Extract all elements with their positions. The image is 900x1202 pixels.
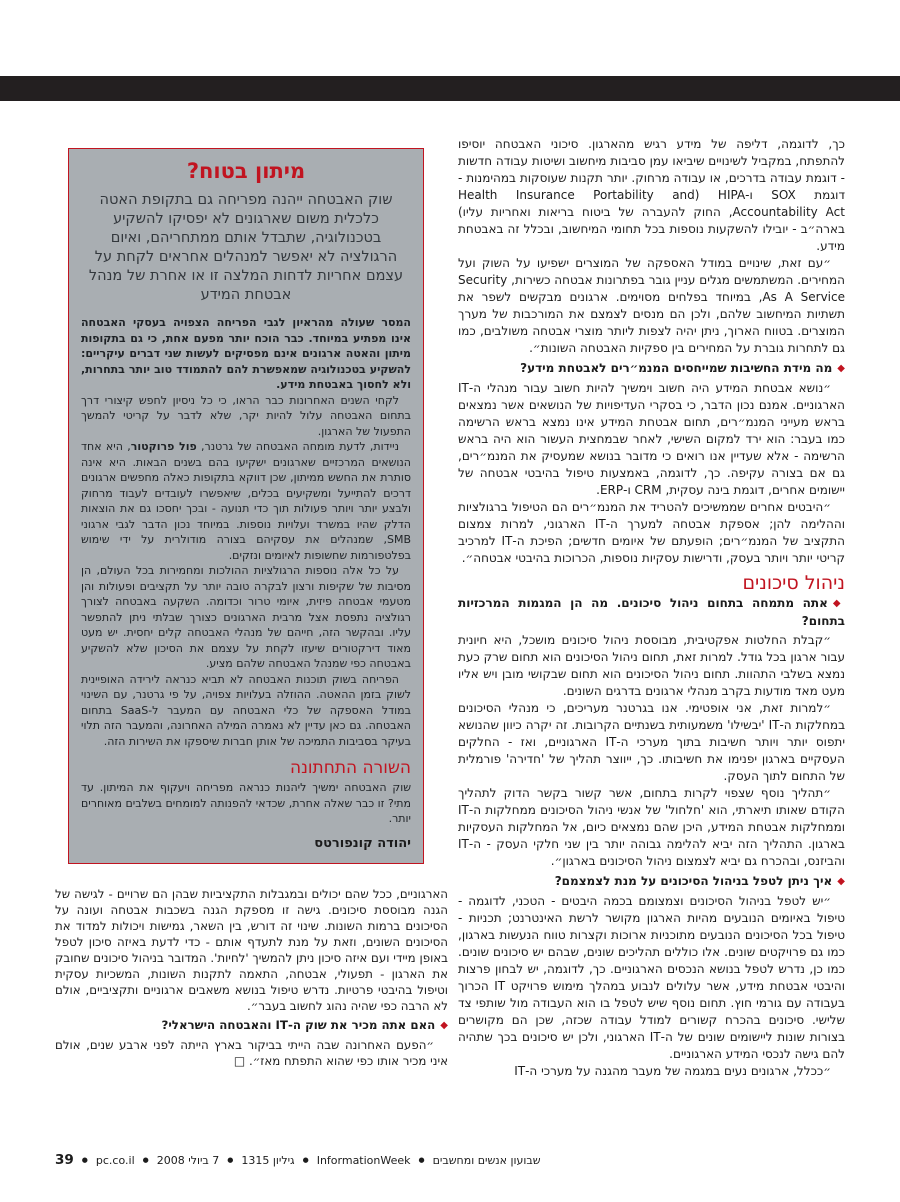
question-text: אתה מתמחה בתחום ניהול סיכונים. מה הן המגמות המרכזיות בתחום? [458, 596, 845, 628]
footer-publication-name: שבועון אנשים ומחשבים [432, 1153, 541, 1167]
bullet-separator-icon: ● [81, 1156, 88, 1164]
sidebar-box-closing-paragraph: שוק האבטחה ימשיך ליהנות כנראה מפריחה ויעקוף את המיתון. עד מתי? זו כבר שאלה אחרת, שכדאי להפנותה למומחים בשלבים מאוחרים יותר. [81, 781, 411, 825]
paragraph: ״תהליך נוסף שצפוי לקרות בתחום, אשר קשור בקשר הדוק לתהליך הקודם שאותו תיארתי, הוא 'חלחול' של אנשי ניהול הסיכונים ממחלקות ה-IT וממחלקות אבטחת המידע, היכן שהם נמצאים כיום, אל המחלקות העסקיות בארגון. התהליך הזה יביא להלימה גבוהה יותר בין שני חלקי העסק - ה-IT והביזנס, ובהכרח גם יביא לצמצום ניהול הסיכונים בארגון״. [458, 786, 845, 868]
page-number: 39 [55, 1152, 74, 1168]
paragraph-text: ניידות, לדעת מומחה האבטחה של גרטנר, [196, 440, 399, 453]
bullet-separator-icon: ● [418, 1156, 425, 1164]
paragraph-text: , היא אחד הנושאים המרכזיים שארגונים ישקיעו בהם בשנים הבאות. היא אינה סותרת את החשש ממיתון, שכן דווקא בתקופות כאלה מחפשים ארגונים דרכים להתייעל ומשקיעים בכלים, שיאפשרו לעובדים לעבוד מרחוק ולבצע יותר ויותר פעולות תוך כדי תנועה - ובכך יחסכו גם את הוצאות הדלק שהיו במשרד ועלויות נוספות. במיוחד נכון הדבר לגבי ארגוני SMB, שמנהלים את עסקיהם בצורה מודולרית על ידי שימוש בפלטפורמות שחשופות לאיומים ונזקים. [81, 440, 411, 562]
page-footer [55, 1152, 541, 1168]
question-text: מה מידת החשיבות שמייחסים המנמ״רים לאבטחת מידע? [520, 361, 833, 375]
paragraph: ״היבטים אחרים שממשיכים להטריד את המנמ״רים הם הטיפול ברגולציות וההלימה להן; אספקת אבטחה למערך ה-IT הארגוני, למרות צמצום התקציב של המנמ״רים; הופעתם של איומים חדשים; הפיכת ה-IT למרכיב קריטי יותר ויותר בעסק, ודרישות עסקיות נוספות, הכרוכות בהיבטי אבטחה״. [458, 500, 845, 565]
paragraph: ״למרות זאת, אני אופטימי. אנו בגרטנר מעריכים, כי מנהלי הסיכונים במחלקות ה-IT 'יבשילו' משמעותית בשנתיים הקרובות. זה יקרה כיוון שהנושא יתפוס יותר ויותר חשיבות בתוך מערכי ה-IT הארגוניים, ואז - החלקים העסקיים בארגון יפנימו את חשיבותו. כך, ייווצר תהליך של 'חדירה' פורמלית של התחום לתוך העסק. [458, 701, 846, 783]
diamond-bullet-icon: ◆ [832, 598, 845, 609]
paragraph: כך, לדוגמה, דליפה של מידע רגיש מהארגון. סיכוני האבטחה יוסיפו להתפתח, במקביל לשינויים שיביאו עמן סביבות מיחשוב ושיטות עבודה חדשות - דוגמת עבודה בדרכים, או עבודה מרחוק. יותר תקנות שעוסקות במהימנות - דוגמת SOX ו-HIPA (Health Insurance Portability and Accountability Act, החוק להעברה של ביטוח בריאות ואחריות עליו) בארה״ב - יובילו להשקעות נוספות בכל תחומי המיחשוב, ובכלל זה באבטחת מידע. [458, 137, 846, 253]
section-heading-risk-management: ניהול סיכונים [742, 572, 845, 594]
answer-text: ״הפעם האחרונה שבה הייתי בביקור בארץ הייתה לפני ארבע שנים, אולם איני מכיר אותו כפי שהוא התפתח מאז״. [55, 1037, 448, 1068]
left-column [55, 148, 448, 1069]
footer-issue-number: גיליון 1315 [241, 1153, 295, 1167]
bullet-separator-icon: ● [227, 1156, 234, 1164]
paragraph: ״ככלל, ארגונים נעים במגמה של מעבר מהגנה על מערכי ה-IT [514, 1064, 831, 1078]
end-of-article-icon: □ [233, 1053, 246, 1068]
sidebar-box-paragraph [81, 439, 411, 563]
footer-brand: InformationWeek [316, 1153, 411, 1167]
footer-date: 7 ביולי 2008 [156, 1153, 220, 1167]
diamond-bullet-icon: ◆ [837, 363, 845, 374]
bullet-separator-icon: ● [142, 1156, 149, 1164]
interview-question [458, 873, 845, 891]
paragraph [55, 1037, 448, 1069]
top-black-bar [0, 76, 900, 101]
analyst-name: פול פרוקטור [130, 440, 197, 453]
right-column [458, 136, 845, 1080]
paragraph: ״נושא אבטחת המידע היה חשוב וימשיך להיות חשוב עבור מנהלי ה-IT הארגוניים. אמנם נכון הדבר, כי בסקרי העדיפויות של הנושאים אשר נמצאים בראש מעייני המנמ״רים, תחום אבטחת המידע אינו נמצא בראש הרשימה כמו בעבר: הוא ירד למקום השישי, לאחר שבמחצית העשור הוא היה בראש הרשימה - אלא שעדיין אנו רואים כי מדובר בנושא שמעסיק את המנמ״רים, גם אם בצורה עקיפה. כך, לדוגמה, באמצעות טיפול בהיבטי אבטחה של יישומים אחרים, דוגמת בינה עסקית, CRM ו-ERP. [458, 381, 845, 497]
sidebar-box-paragraph: על כל אלה נוספות הרגולציות ההולכות ומחמירות בכל העולם, הן מסיבות של שקיפות ורצון לבקרה טובה יותר על תקציבים ופעולות והן מטעמי אבטחה פיזית, איומי טרור וכדומה. השקעה באבטחה לצורך רגולציה נתפסת אצל מרבית הארגונים כצורך שבלתי ניתן להתפשר עליו. ובהקשר הזה, חייהם של מנהלי האבטחה קלים יחסית. יש מעט מאוד דירקטורים שיעזו לקחת על עצמם את הסיכון שלא להשקיע באבטחה כפי שמנהל האבטחה שלהם מציע. [81, 564, 411, 670]
sidebar-box-paragraph: לקחי השנים האחרונות כבר הראו, כי כל ניסיון לחפש קיצורי דרך בתחום האבטחה עלול להיות יקר, שלא לדבר על קריטי להמשך התפעול של הארגון. [81, 393, 411, 438]
bullet-separator-icon: ● [302, 1156, 309, 1164]
sidebar-box-subheading-bottom-line: השורה התחתונה [290, 758, 411, 778]
sidebar-box-lead: שוק האבטחה ייהנה מפריחה גם בתקופת האטה כלכלית משום שארגונים לא יפסיקו להשקיע בטכנולוגיה, שתבדל אותם ממתחריהם, ואיום הרגולציה לא יאפשר למנהלים אחראים לקחת על עצמם אחריות לדחות המלצה זו או אחרת של מנהל אבטחת המידע [88, 192, 404, 303]
interview-question [458, 595, 845, 630]
author-byline: יהודה קונפורטס [314, 835, 411, 851]
paragraph: ״יש לטפל בניהול הסיכונים וצמצומם בכמה היבטים - הטכני, לדוגמה - טיפול באיומים הנובעים מהיות הארגון מקושר לרשת האינטרנט; תכניות - טיפול בכל הסיכונים הנובעים מתוכניות ארוכות וקצרות טווח הנעשות בארגון, כמו גם פרויקטים שונים. אלו כוללים תהליכים שונים, שבהם יש סיכונים שונים. כמו כן, נדרש לטפל בנושא הנכסים הארגוניים. כך, לדוגמה, יש לבחון פרצות והיבטי אבטחת מידע, אשר עלולים לנבוע במהלך מימוש פרויקט IT הכרוך בעבודה עם גורמי חוץ. תחום נוסף שיש לטפל בו הוא העבודה מול שותפי צד שלישי. סיכונים בהכרח קשורים למודל עבודה שכזה, שכן הם מקושרים בצורות שונות ליישומים שונים של ה-IT הארגוני, ולכן יש סיכונים בכך שתהיה להם גישה לנכסי המידע הארגוניים. [458, 894, 846, 1061]
diamond-bullet-icon: ◆ [837, 876, 845, 887]
left-column-continuation [55, 886, 448, 1069]
interview-question [458, 360, 845, 378]
paragraph: הארגוניים, ככל שהם יכולים ובמגבלות התקציביות שבהן הם שרויים - לגישה של הגנה מבוססת סיכונים. גישה זו מספקת הגנה בשכבות אבטחה ועונה על הסיכונים ברמות השונות. שינוי זה דורש, בין השאר, גמישות ויכולות למדוד את הסיכונים השונים, וזאת על מנת לתעדף אותם - כדי לדעת באיזה סיכון לטפל באופן מיידי ועם איזה סיכון ניתן להמשיך 'לחיות'. המדובר בניהול סיכונים שחובק את הארגון - תפעולי, אבטחה, התאמה לתקנות השונות, המשכיות עסקית וטיפול בהיבטי פרטיות. נדרש טיפול בנושא משאבים ארגוניים ותקציביים, אולם לא הרבה כפי שהיה נהוג לחשוב בעבר״. [55, 886, 448, 1013]
paragraph: ״עם זאת, שינויים במודל האספקה של המוצרים ישפיעו על השוק ועל המחירים. המשתמשים מגלים עניין גובר בפתרונות אבטחה כשירות, Security As A Service, במיוחד בפלחים מסוימים. ארגונים מבקשים לשפר את תשתיות המיחשוב שלהם, ולכן הם מנסים לצמצם את המורכבות של מערך המוצרים. בטווח הארוך, ניתן יהיה לצפות ליותר מוצרי אבטחה משולבים, כמו גם לתחרות גוברת על המחירים בין ספקיות האבטחה השונות״. [458, 256, 845, 355]
sidebar-box-paragraph: הפריחה בשוק תוכנות האבטחה לא תביא כנראה לירידה האופיינית לשוק בזמן ההאטה. ההוזלה בעלויות צפויה, על פי גרטנר, עם השינוי במודל האספקה של כלי האבטחה עם המעבר ל-SaaS בתחום האבטחה. גם כאן עדיין לא נאמרה המילה האחרונה, והמעבר הזה תלוי בעיקר בסביבות התמיכה של אותן חברות שיספקו את השירות הזה. [81, 672, 411, 748]
question-text: האם אתה מכיר את שוק ה-IT והאבטחה הישראלי? [161, 1017, 436, 1032]
footer-website: pc.co.il [95, 1153, 135, 1167]
sidebar-box-bold-paragraph: המסר שעולה מהראיון לגבי הפריחה הצפויה בעסקי האבטחה אינו מפתיע במיוחד. כבר הוכח יותר מפעם אחת, כי גם בתקופות מיתון והאטה ארגונים אינם מפסיקים לעשות שני דברים עיקריים: להשקיע בטכנולוגיה שמאפשרת להם להתמודד טוב יותר בתחרות, ולא לחסוך באבטחת מידע. [81, 316, 411, 391]
interview-question [55, 1017, 448, 1035]
sidebar-box-title: מיתון בטוח? [186, 159, 306, 183]
sidebar-box-secure-recession [68, 148, 424, 864]
diamond-bullet-icon: ◆ [440, 1019, 448, 1031]
question-text: איך ניתן לטפל בניהול הסיכונים על מנת לצמצמם? [554, 874, 833, 888]
paragraph: ״קבלת החלטות אפקטיבית, מבוססת ניהול סיכונים מושכל, היא חיונית עבור ארגון בכל גודל. למרות זאת, תחום ניהול הסיכונים הוא תחום שרק כעת נמצא בשלבי התהוות. תחום ניהול הסיכונים הוא תחום שבקושי מובן ויש אליו מעט מאד מודעות בקרב מנהלי ארגונים בדרגים השונים. [458, 633, 845, 698]
